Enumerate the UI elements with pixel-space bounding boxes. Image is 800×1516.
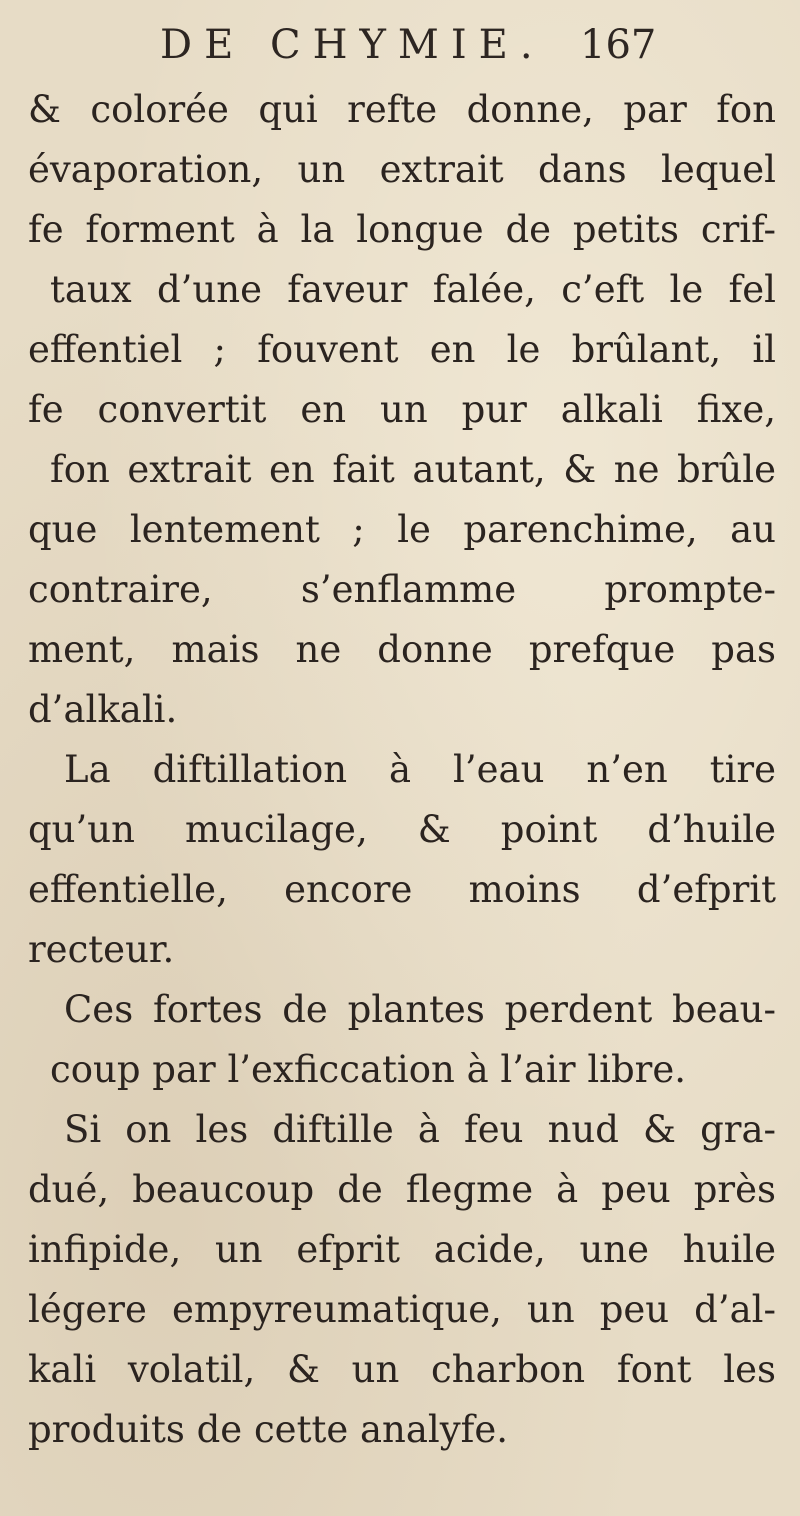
text-line: qu’un mucilage, & point d’huile: [28, 808, 776, 851]
text-line: kali volatil, & un charbon font les: [28, 1348, 776, 1391]
text-line: & colorée qui refte donne, par fon: [28, 88, 776, 131]
text-line: coup par l’exficcation à l’air libre.: [50, 1048, 687, 1091]
text-line: contraire, s’enflamme prompte-: [28, 568, 776, 611]
body-text: [28, 80, 776, 1460]
text-line: Ces fortes de plantes perdent beau-: [64, 988, 776, 1031]
page-number: 167: [580, 22, 657, 68]
text-line: Si on les diftille à feu nud & gra-: [64, 1108, 776, 1151]
text-line: dué, beaucoup de flegme à peu près: [28, 1168, 776, 1211]
text-line: recteur.: [28, 928, 175, 971]
text-line: taux d’une faveur falée, c’eft le fel: [50, 268, 776, 311]
text-line: fe forment à la longue de petits crif-: [28, 208, 776, 251]
text-line: effentiel ; fouvent en le brûlant, il: [28, 328, 776, 371]
text-line: La diftillation à l’eau n’en tire: [64, 748, 776, 791]
text-line: infipide, un efprit acide, une huile: [28, 1228, 776, 1271]
text-line: évaporation, un extrait dans lequel: [28, 148, 776, 191]
text-line: ment, mais ne donne prefque pas: [28, 628, 776, 671]
text-line: effentielle, encore moins d’efprit: [28, 868, 776, 911]
page-header: [160, 22, 720, 82]
text-line: que lentement ; le parenchime, au: [28, 508, 776, 551]
running-title: DE CHYMIE.: [160, 22, 545, 68]
text-line: d’alkali.: [28, 688, 178, 731]
text-line: légere empyreumatique, un peu d’al-: [28, 1288, 776, 1331]
text-line: produits de cette analyfe.: [28, 1408, 509, 1451]
text-line: fe convertit en un pur alkali fixe,: [28, 388, 776, 431]
text-line: fon extrait en fait autant, & ne brûle: [50, 448, 776, 491]
